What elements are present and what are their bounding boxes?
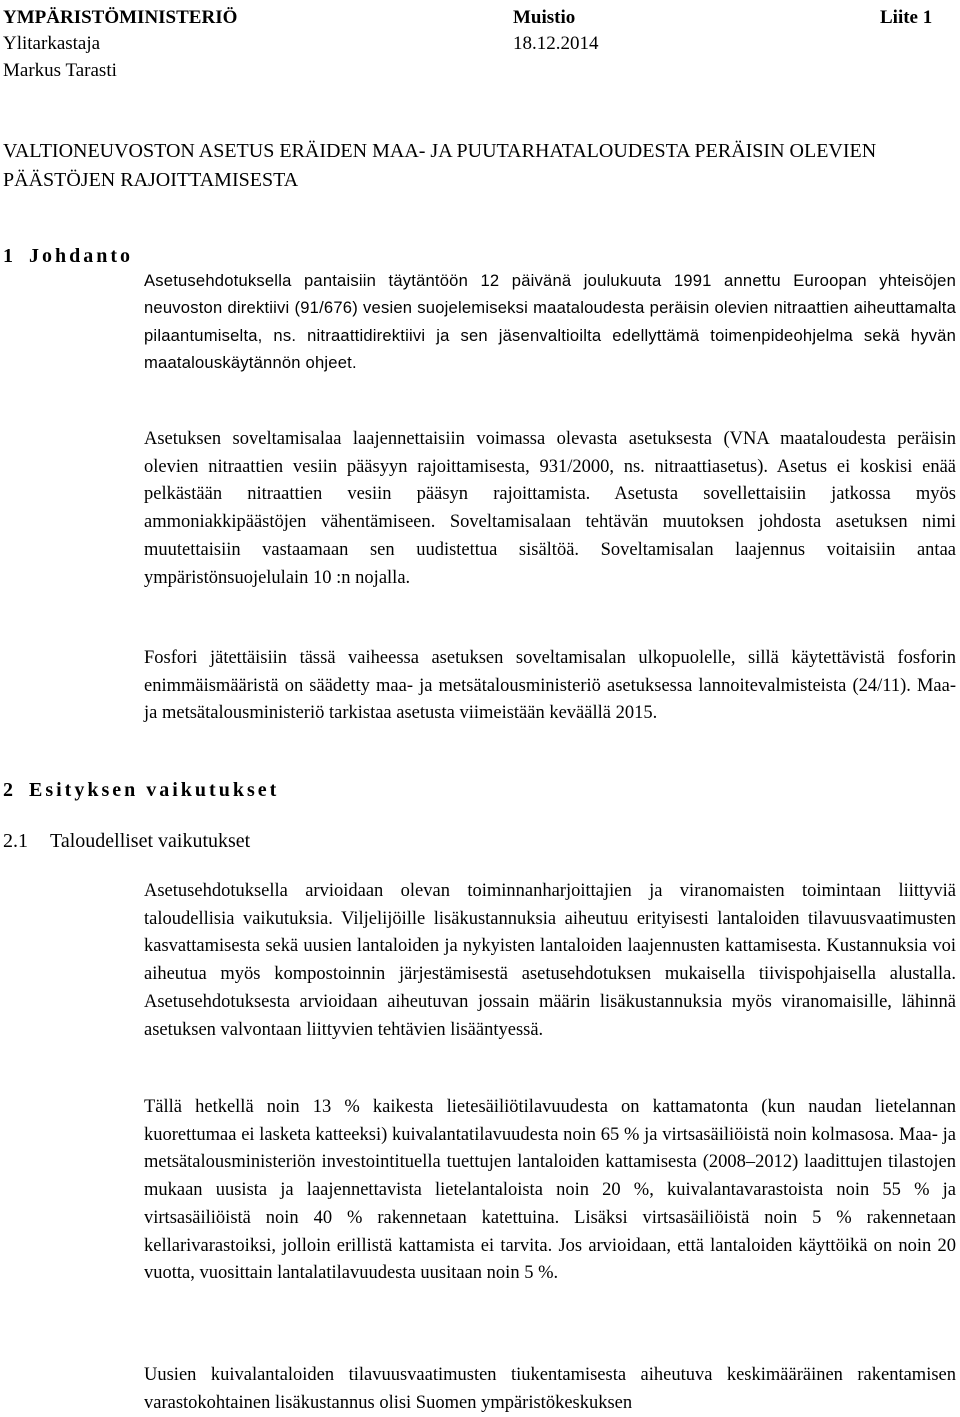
appendix-label: Liite 1 bbox=[880, 7, 933, 28]
document-title: VALTIONEUVOSTON ASETUS ERÄIDEN MAA- JA PUUTARHATALOUDESTA PERÄISIN OLEVIEN PÄÄSTÖJEN RAJOITTAMISESTA bbox=[3, 140, 877, 191]
paragraph: Uusien kuivalantaloiden tilavuusvaatimusten tiukentamisesta aiheutuva keskimääräinen rakentamisen varastokohtainen lisäkustannus olisi Suomen ympäristökeskuksen bbox=[144, 1365, 956, 1413]
ministry-name: YMPÄRISTÖMINISTERIÖ bbox=[3, 7, 238, 28]
subsection-2-1-heading bbox=[3, 829, 250, 853]
paragraph: Asetusehdotuksella arvioidaan olevan toiminnanharjoittajien ja viranomaisten toimintaan liittyviä taloudellisia vaikutuksia. Viljelijöille lisäkustannuksia aiheutuu erityisesti lantaloiden tilavuusvaatimusten kasvattamisesta sekä uusien lantaloiden ja nykyisten lantaloiden laajennusten kattamisesta. Kustannuksia voi aiheutua myös kompostoinnin järjestämisestä asetusehdotuksen mukaisella tiivispohjaisella alustalla. Asetusehdotuksesta arvioidaan aiheutuvan jossain määrin lisäkustannuksia myös viranomaisille, lähinnä asetuksen valvontaan liittyvien tehtävien lisääntyessä. bbox=[144, 881, 956, 1040]
section-number: 1 bbox=[3, 245, 13, 267]
paragraph: Asetuksen soveltamisalaa laajennettaisiin voimassa olevasta asetuksesta (VNA maataloudesta peräisin olevien nitraattien vesiin pääsyyn rajoittamisesta, 931/2000, ns. nitraattiasetus). Asetus ei koskisi enää pelkästään nitraattien vesiin pääsyn rajoittamista. Asetusta sovellettaisiin jatkossa myös ammoniakkipäästöjen vähentämiseen. Soveltamisalaan tehtävän muutoksen johdosta asetuksen nimi muutettaisiin vastaamaan sen uudistettua sisältöä. Soveltamisalan laajennus voitaisiin antaa ympäristönsuojelulain 10 :n nojalla. bbox=[144, 429, 956, 588]
document-type: Muistio bbox=[513, 7, 576, 28]
section-2-heading bbox=[3, 778, 279, 802]
paragraph: Tällä hetkellä noin 13 % kaikesta lietesäiliötilavuudesta on kattamatonta (kun naudan lietelannan kuorettumaa ei lasketa katteeksi) kuivalantatilavuudesta noin 65 % ja virtsasäiliöistä noin kolmasosa. Maa- ja metsätalousministeriön investointituella tuettujen lantaloiden kattamisesta (2008–2012) laadittujen tilastojen mukaan uusista ja laajennettavista lietelantaloista noin 20 %, kuivalantavarastoista noin 55 % ja virtsasäiliöistä noin 40 % rakennetaan katettuina. Lisäksi virtsasäiliöistä noin 5 % rakennetaan kellarivarastoiksi, jolloin erillistä kattamista ei tarvita. Jos arvioidaan, että lantaloiden käyttöikä on noin 20 vuotta, vuosittain lantalatilavuudesta uusitaan noin 5 %. bbox=[144, 1097, 956, 1284]
subsection-number: 2.1 bbox=[3, 830, 28, 852]
section-title: Esityksen vaikutukset bbox=[29, 779, 280, 801]
section-number: 2 bbox=[3, 779, 13, 801]
paragraph: Asetusehdotuksella pantaisiin täytäntöön 12 päivänä joulukuuta 1991 annettu Euroopan yhteisöjen neuvoston direktiivi (91/676) vesien suojelemiseksi maataloudesta peräisin olevien nitraattien aiheuttamalta pilaantumiselta, ns. nitraattidirektiivi ja sen jäsenvaltioilta edellyttämä toimenpideohjelma sekä hyvän maatalouskäytännön ohjeet. bbox=[144, 271, 956, 373]
subsection-title: Taloudelliset vaikutukset bbox=[50, 830, 251, 852]
section-1-heading bbox=[3, 244, 133, 268]
author-name: Markus Tarasti bbox=[3, 60, 117, 81]
author-role: Ylitarkastaja bbox=[3, 33, 101, 54]
paragraph: Fosfori jätettäisiin tässä vaiheessa asetuksen soveltamisalan ulkopuolelle, sillä käytettävistä fosforin enimmäismääristä on säädetty maa- ja metsätalousministeriö asetuksessa lannoitevalmisteista (24/11). Maa- ja metsätalousministeriö tarkistaa asetusta viimeistään keväällä 2015. bbox=[144, 648, 956, 724]
section-title: Johdanto bbox=[29, 245, 134, 267]
document-date: 18.12.2014 bbox=[513, 33, 599, 54]
